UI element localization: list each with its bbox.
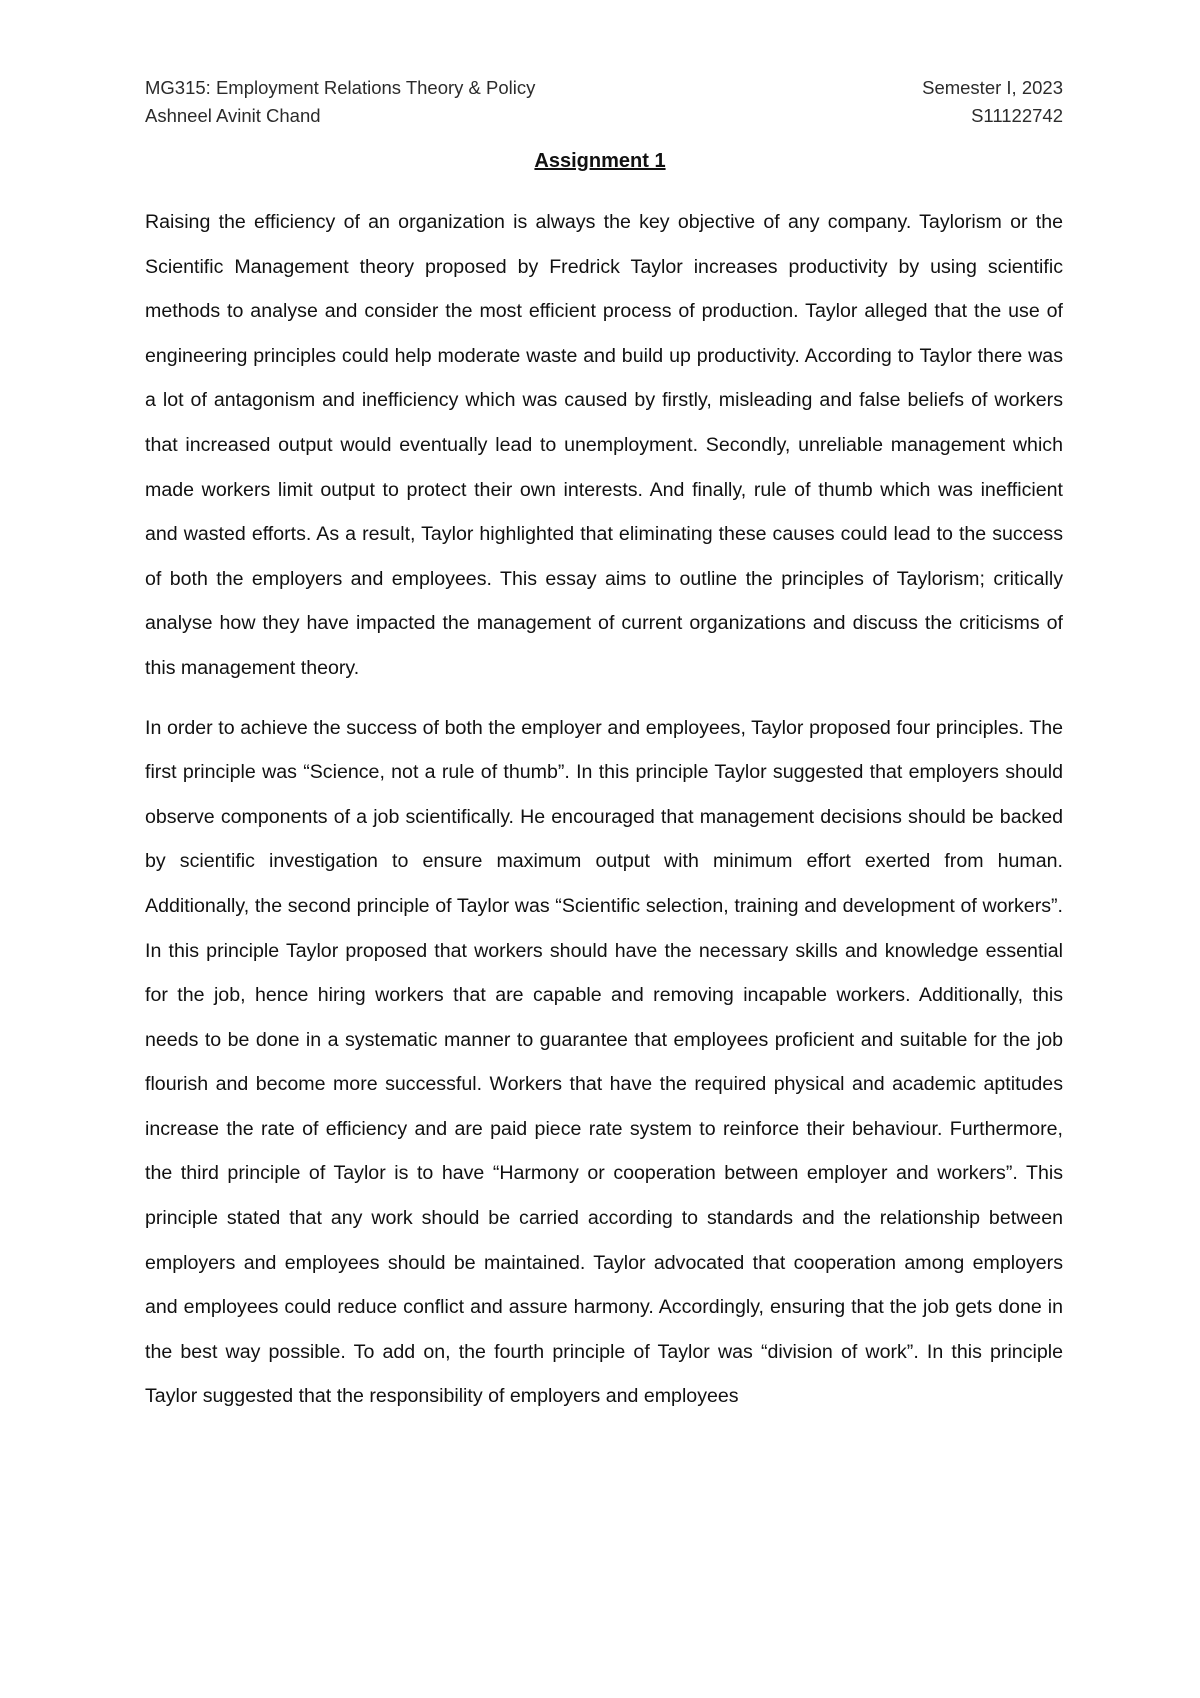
paragraph-2: In order to achieve the success of both the employer and employees, Taylor proposed four principles. The first principle was “Science, not a rule of thumb”. In this principle Taylor suggested that employers should observe components of a job scientifically. He encouraged that management decisions should be backed by scientific investigation to ensure maximum output with minimum effort exerted from human. Additionally, the second principle of Taylor was “Scientific selection, training and development of workers”. In this principle Taylor proposed that workers should have the necessary skills and knowledge essential for the job, hence hiring workers that are capable and removing incapable workers. Additionally, this needs to be done in a systematic manner to guarantee that employees proficient and suitable for the job flourish and become more successful. Workers that have the required physical and academic aptitudes increase the rate of efficiency and are paid piece rate system to reinforce their behaviour. Furthermore, the third principle of Taylor is to have “Harmony or cooperation between employer and workers”. This principle stated that any work should be carried according to standards and the relationship between employers and employees should be maintained. Taylor advocated that cooperation among employers and employees could reduce conflict and assure harmony. Accordingly, ensuring that the job gets done in the best way possible. To add on, the fourth principle of Taylor was “division of work”. In this principle Taylor suggested that the responsibility of employers and employees <box>145 716 1063 1408</box>
student-id: S11122742 <box>971 105 1063 126</box>
page-header <box>145 74 1063 130</box>
document-title: Assignment 1 <box>534 150 666 172</box>
document-body <box>145 200 1063 1434</box>
author-name: Ashneel Avinit Chand <box>145 105 321 126</box>
header-row-1 <box>145 74 1063 102</box>
course-title: MG315: Employment Relations Theory & Policy <box>145 77 536 98</box>
semester-label: Semester I, 2023 <box>922 77 1063 98</box>
header-row-2 <box>145 102 1063 130</box>
paragraph-1: Raising the efficiency of an organization is always the key objective of any company. Taylorism or the Scientific Management theory proposed by Fredrick Taylor increases productivity by using scientific methods to analyse and consider the most efficient process of production. Taylor alleged that the use of engineering principles could help moderate waste and build up productivity. According to Taylor there was a lot of antagonism and inefficiency which was caused by firstly, misleading and false beliefs of workers that increased output would eventually lead to unemployment. Secondly, unreliable management which made workers limit output to protect their own interests. And finally, rule of thumb which was inefficient and wasted efforts. As a result, Taylor highlighted that eliminating these causes could lead to the success of both the employers and employees. This essay aims to outline the principles of Taylorism; critically analyse how they have impacted the management of current organizations and discuss the criticisms of this management theory. <box>145 211 1063 679</box>
